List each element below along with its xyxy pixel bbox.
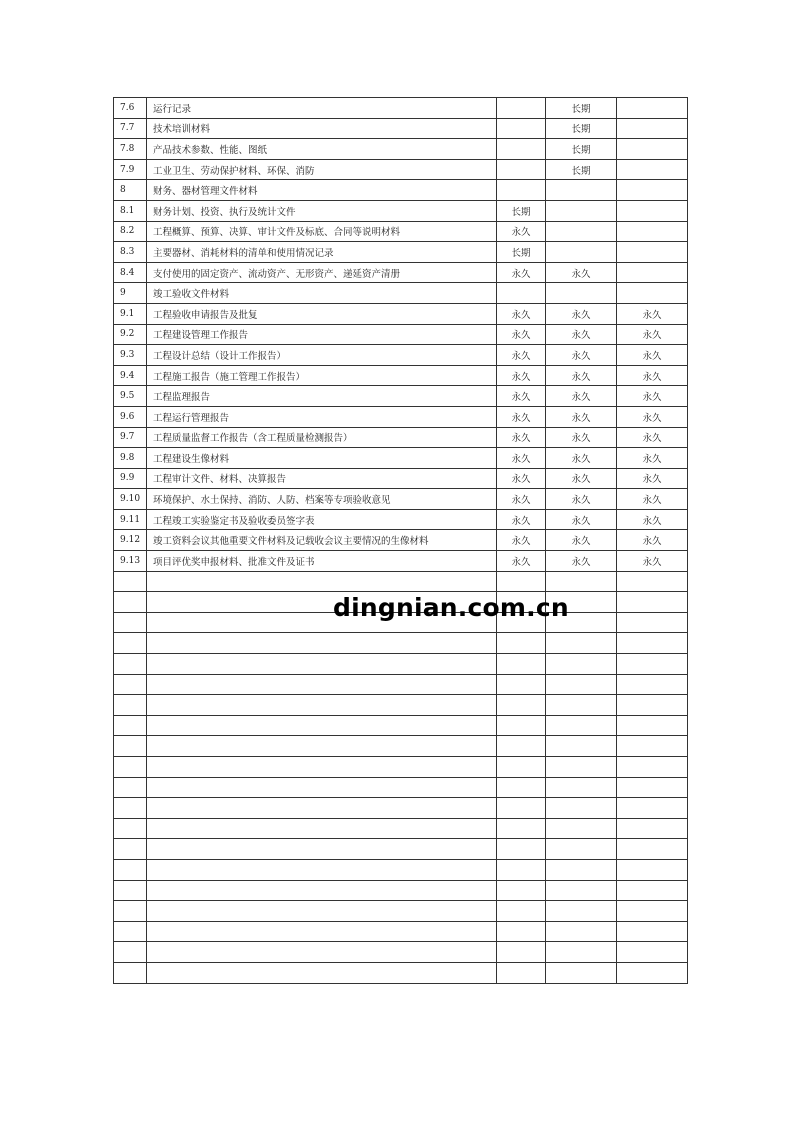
item-number-cell: 7.6: [114, 98, 147, 119]
table-row: [114, 283, 688, 304]
retention-col-1-cell: 永久: [497, 406, 546, 427]
retention-col-3-cell: 永久: [617, 303, 688, 324]
retention-col-3-cell: [617, 736, 688, 757]
item-number-cell: 9.10: [114, 489, 147, 510]
item-number-cell: 7.8: [114, 139, 147, 160]
item-name-cell: 主要器材、消耗材料的清单和使用情况记录: [147, 242, 497, 263]
retention-col-1-cell: 永久: [497, 386, 546, 407]
item-name-cell: 项目评优奖申报材料、批准文件及证书: [147, 551, 497, 572]
item-number-cell: [114, 839, 147, 860]
retention-col-1-cell: [497, 859, 546, 880]
empty-table-row: [114, 633, 688, 654]
retention-col-1-cell: [497, 139, 546, 160]
item-name-cell: [147, 942, 497, 963]
retention-col-1-cell: 永久: [497, 221, 546, 242]
retention-col-2-cell: [546, 715, 617, 736]
retention-col-3-cell: [617, 757, 688, 778]
retention-col-3-cell: [617, 262, 688, 283]
retention-col-2-cell: [546, 654, 617, 675]
item-name-cell: 工程质量监督工作报告（含工程质量检测报告）: [147, 427, 497, 448]
retention-col-3-cell: [617, 942, 688, 963]
item-number-cell: 8.2: [114, 221, 147, 242]
table-row: [114, 303, 688, 324]
item-number-cell: 9.7: [114, 427, 147, 448]
retention-col-1-cell: [497, 757, 546, 778]
table-row: [114, 159, 688, 180]
retention-col-2-cell: [546, 200, 617, 221]
retention-col-3-cell: [617, 633, 688, 654]
retention-col-3-cell: [617, 715, 688, 736]
retention-col-2-cell: 永久: [546, 530, 617, 551]
retention-col-2-cell: [546, 798, 617, 819]
item-number-cell: [114, 777, 147, 798]
item-name-cell: [147, 654, 497, 675]
retention-col-1-cell: [497, 798, 546, 819]
table-row: [114, 489, 688, 510]
archive-retention-table: [113, 97, 688, 984]
retention-col-1-cell: [497, 180, 546, 201]
retention-col-2-cell: 永久: [546, 489, 617, 510]
retention-col-3-cell: [617, 283, 688, 304]
item-name-cell: [147, 962, 497, 983]
retention-col-1-cell: 永久: [497, 530, 546, 551]
item-name-cell: 工程建设生像材料: [147, 448, 497, 469]
empty-table-row: [114, 757, 688, 778]
retention-col-2-cell: [546, 633, 617, 654]
retention-col-2-cell: 永久: [546, 468, 617, 489]
table-row: [114, 180, 688, 201]
item-number-cell: 9.1: [114, 303, 147, 324]
retention-col-1-cell: [497, 633, 546, 654]
retention-col-2-cell: [546, 921, 617, 942]
retention-col-3-cell: 永久: [617, 468, 688, 489]
retention-col-3-cell: [617, 139, 688, 160]
empty-table-row: [114, 695, 688, 716]
item-number-cell: 7.7: [114, 118, 147, 139]
retention-col-3-cell: [617, 654, 688, 675]
item-number-cell: [114, 818, 147, 839]
retention-col-2-cell: 永久: [546, 324, 617, 345]
retention-col-3-cell: [617, 571, 688, 592]
retention-col-2-cell: 永久: [546, 365, 617, 386]
item-name-cell: 技术培训材料: [147, 118, 497, 139]
empty-table-row: [114, 777, 688, 798]
item-name-cell: 工程建设管理工作报告: [147, 324, 497, 345]
retention-col-2-cell: [546, 180, 617, 201]
retention-col-1-cell: [497, 654, 546, 675]
retention-col-1-cell: [497, 736, 546, 757]
retention-col-2-cell: [546, 777, 617, 798]
item-number-cell: [114, 859, 147, 880]
retention-col-1-cell: [497, 695, 546, 716]
empty-table-row: [114, 674, 688, 695]
retention-col-1-cell: [497, 942, 546, 963]
item-name-cell: 工程施工报告（施工管理工作报告）: [147, 365, 497, 386]
retention-col-3-cell: [617, 221, 688, 242]
item-name-cell: 财务、器材管理文件材料: [147, 180, 497, 201]
item-number-cell: [114, 612, 147, 633]
item-name-cell: 财务计划、投资、执行及统计文件: [147, 200, 497, 221]
item-name-cell: [147, 921, 497, 942]
item-number-cell: [114, 715, 147, 736]
item-number-cell: [114, 757, 147, 778]
table-row: [114, 468, 688, 489]
retention-col-3-cell: 永久: [617, 448, 688, 469]
retention-col-1-cell: [497, 674, 546, 695]
empty-table-row: [114, 736, 688, 757]
item-name-cell: [147, 859, 497, 880]
retention-col-2-cell: [546, 757, 617, 778]
item-number-cell: [114, 880, 147, 901]
item-number-cell: 9.3: [114, 345, 147, 366]
retention-col-1-cell: [497, 901, 546, 922]
retention-col-3-cell: [617, 180, 688, 201]
retention-col-3-cell: 永久: [617, 365, 688, 386]
item-number-cell: [114, 736, 147, 757]
table-row: [114, 427, 688, 448]
item-name-cell: 工业卫生、劳动保护材料、环保、消防: [147, 159, 497, 180]
item-number-cell: 9.6: [114, 406, 147, 427]
retention-col-2-cell: [546, 674, 617, 695]
item-number-cell: 9.12: [114, 530, 147, 551]
item-number-cell: 9.11: [114, 509, 147, 530]
retention-col-2-cell: 长期: [546, 139, 617, 160]
item-number-cell: 8.3: [114, 242, 147, 263]
retention-col-3-cell: [617, 695, 688, 716]
retention-col-3-cell: [617, 159, 688, 180]
retention-col-3-cell: 永久: [617, 530, 688, 551]
retention-col-3-cell: [617, 962, 688, 983]
retention-col-2-cell: 永久: [546, 427, 617, 448]
retention-col-2-cell: [546, 859, 617, 880]
item-name-cell: 工程监理报告: [147, 386, 497, 407]
retention-col-1-cell: [497, 777, 546, 798]
retention-col-3-cell: [617, 674, 688, 695]
retention-col-1-cell: 永久: [497, 345, 546, 366]
item-number-cell: 8.4: [114, 262, 147, 283]
empty-table-row: [114, 901, 688, 922]
retention-col-3-cell: 永久: [617, 489, 688, 510]
table-row: [114, 324, 688, 345]
retention-col-3-cell: [617, 818, 688, 839]
empty-table-row: [114, 798, 688, 819]
retention-col-1-cell: [497, 962, 546, 983]
item-name-cell: [147, 880, 497, 901]
item-name-cell: [147, 633, 497, 654]
retention-col-3-cell: 永久: [617, 345, 688, 366]
watermark: dingnian.com.cn: [333, 593, 569, 622]
retention-col-2-cell: [546, 901, 617, 922]
retention-col-3-cell: [617, 839, 688, 860]
item-number-cell: [114, 921, 147, 942]
retention-col-2-cell: 永久: [546, 345, 617, 366]
table-row: [114, 530, 688, 551]
retention-col-1-cell: [497, 571, 546, 592]
retention-col-2-cell: [546, 839, 617, 860]
retention-col-1-cell: 永久: [497, 551, 546, 572]
item-number-cell: 9.8: [114, 448, 147, 469]
retention-col-2-cell: 永久: [546, 406, 617, 427]
retention-col-2-cell: 永久: [546, 262, 617, 283]
retention-col-3-cell: 永久: [617, 406, 688, 427]
retention-col-1-cell: [497, 818, 546, 839]
item-name-cell: 环境保护、水土保持、消防、人防、档案等专项验收意见: [147, 489, 497, 510]
item-number-cell: 8.1: [114, 200, 147, 221]
item-name-cell: [147, 901, 497, 922]
retention-col-3-cell: 永久: [617, 551, 688, 572]
retention-col-3-cell: [617, 612, 688, 633]
item-name-cell: [147, 715, 497, 736]
table-row: [114, 262, 688, 283]
item-name-cell: [147, 695, 497, 716]
table-row: [114, 406, 688, 427]
table-row: [114, 386, 688, 407]
empty-table-row: [114, 859, 688, 880]
item-name-cell: [147, 736, 497, 757]
empty-table-row: [114, 839, 688, 860]
retention-col-2-cell: 永久: [546, 551, 617, 572]
retention-col-1-cell: [497, 839, 546, 860]
empty-table-row: [114, 962, 688, 983]
retention-col-3-cell: [617, 901, 688, 922]
retention-col-3-cell: 永久: [617, 509, 688, 530]
table-row: [114, 345, 688, 366]
retention-col-2-cell: [546, 283, 617, 304]
retention-col-1-cell: [497, 283, 546, 304]
empty-table-row: [114, 921, 688, 942]
retention-col-2-cell: 长期: [546, 98, 617, 119]
item-number-cell: 8: [114, 180, 147, 201]
retention-col-2-cell: [546, 818, 617, 839]
retention-col-2-cell: 永久: [546, 386, 617, 407]
table-row: [114, 200, 688, 221]
retention-col-2-cell: [546, 221, 617, 242]
retention-col-1-cell: 长期: [497, 200, 546, 221]
retention-col-1-cell: [497, 118, 546, 139]
item-name-cell: 产品技术参数、性能、图纸: [147, 139, 497, 160]
retention-col-3-cell: [617, 880, 688, 901]
retention-col-3-cell: [617, 798, 688, 819]
item-number-cell: 9.4: [114, 365, 147, 386]
retention-col-1-cell: [497, 98, 546, 119]
item-number-cell: [114, 571, 147, 592]
item-name-cell: [147, 777, 497, 798]
retention-col-3-cell: [617, 200, 688, 221]
retention-col-1-cell: [497, 159, 546, 180]
item-number-cell: 9.13: [114, 551, 147, 572]
item-number-cell: 9.2: [114, 324, 147, 345]
retention-col-3-cell: 永久: [617, 427, 688, 448]
retention-col-2-cell: 永久: [546, 448, 617, 469]
item-number-cell: [114, 695, 147, 716]
retention-col-1-cell: 永久: [497, 324, 546, 345]
retention-col-1-cell: 永久: [497, 448, 546, 469]
item-number-cell: 7.9: [114, 159, 147, 180]
item-number-cell: [114, 592, 147, 613]
retention-col-2-cell: 永久: [546, 509, 617, 530]
retention-col-1-cell: 永久: [497, 365, 546, 386]
item-number-cell: [114, 654, 147, 675]
retention-col-3-cell: [617, 118, 688, 139]
retention-col-1-cell: [497, 715, 546, 736]
retention-col-2-cell: 永久: [546, 303, 617, 324]
item-name-cell: 工程运行管理报告: [147, 406, 497, 427]
item-number-cell: 9.9: [114, 468, 147, 489]
empty-table-row: [114, 571, 688, 592]
item-name-cell: 支付使用的固定资产、流动资产、无形资产、递延资产清册: [147, 262, 497, 283]
empty-table-row: [114, 715, 688, 736]
retention-col-2-cell: [546, 571, 617, 592]
table-row: [114, 365, 688, 386]
item-name-cell: 工程审计文件、材料、决算报告: [147, 468, 497, 489]
item-name-cell: [147, 818, 497, 839]
item-number-cell: [114, 901, 147, 922]
retention-col-1-cell: 长期: [497, 242, 546, 263]
retention-col-3-cell: 永久: [617, 386, 688, 407]
item-name-cell: 工程竣工实验鉴定书及验收委员签字表: [147, 509, 497, 530]
empty-table-row: [114, 818, 688, 839]
item-name-cell: [147, 839, 497, 860]
retention-col-2-cell: 长期: [546, 159, 617, 180]
retention-col-1-cell: 永久: [497, 427, 546, 448]
retention-col-1-cell: 永久: [497, 509, 546, 530]
item-name-cell: 竣工资料会议其他重要文件材料及记载收会议主要情况的生像材料: [147, 530, 497, 551]
item-number-cell: 9: [114, 283, 147, 304]
item-name-cell: [147, 571, 497, 592]
table-row: [114, 118, 688, 139]
retention-col-3-cell: [617, 592, 688, 613]
retention-col-3-cell: [617, 921, 688, 942]
retention-col-3-cell: 永久: [617, 324, 688, 345]
retention-col-1-cell: 永久: [497, 262, 546, 283]
item-number-cell: [114, 962, 147, 983]
empty-table-row: [114, 654, 688, 675]
retention-col-3-cell: [617, 98, 688, 119]
retention-col-1-cell: 永久: [497, 468, 546, 489]
item-name-cell: 工程验收申请报告及批复: [147, 303, 497, 324]
item-name-cell: 工程概算、预算、决算、审计文件及标底、合同等说明材料: [147, 221, 497, 242]
item-number-cell: [114, 942, 147, 963]
item-name-cell: [147, 757, 497, 778]
item-number-cell: [114, 633, 147, 654]
item-name-cell: 竣工验收文件材料: [147, 283, 497, 304]
item-name-cell: 工程设计总结（设计工作报告）: [147, 345, 497, 366]
retention-col-2-cell: [546, 880, 617, 901]
table-row: [114, 98, 688, 119]
retention-col-1-cell: 永久: [497, 303, 546, 324]
item-number-cell: [114, 798, 147, 819]
table-row: [114, 242, 688, 263]
retention-col-1-cell: [497, 921, 546, 942]
retention-col-2-cell: 长期: [546, 118, 617, 139]
retention-col-2-cell: [546, 942, 617, 963]
table-row: [114, 139, 688, 160]
item-name-cell: [147, 798, 497, 819]
retention-col-2-cell: [546, 242, 617, 263]
item-name-cell: [147, 674, 497, 695]
empty-table-row: [114, 942, 688, 963]
table-row: [114, 448, 688, 469]
retention-col-2-cell: [546, 736, 617, 757]
table-row: [114, 509, 688, 530]
retention-col-2-cell: [546, 695, 617, 716]
retention-col-3-cell: [617, 777, 688, 798]
item-number-cell: [114, 674, 147, 695]
retention-col-1-cell: 永久: [497, 489, 546, 510]
item-name-cell: 运行记录: [147, 98, 497, 119]
retention-col-1-cell: [497, 880, 546, 901]
retention-col-3-cell: [617, 242, 688, 263]
item-number-cell: 9.5: [114, 386, 147, 407]
empty-table-row: [114, 880, 688, 901]
retention-col-2-cell: [546, 962, 617, 983]
table-row: [114, 551, 688, 572]
retention-col-3-cell: [617, 859, 688, 880]
table-row: [114, 221, 688, 242]
